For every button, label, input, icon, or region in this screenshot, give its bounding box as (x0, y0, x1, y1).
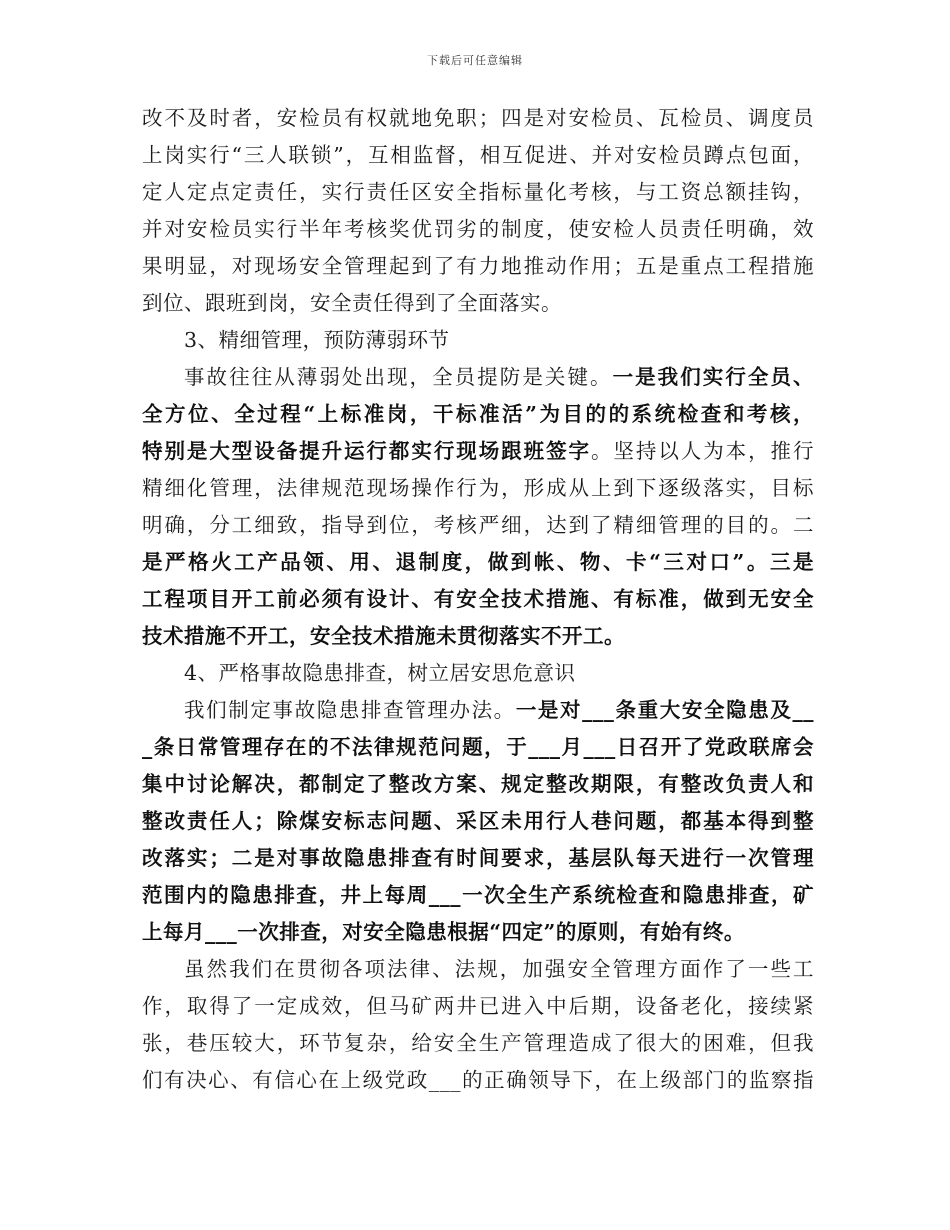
paragraph-line: 改落实；二是对事故隐患排查有时间要求，基层队每天进行一次管理 (142, 846, 814, 870)
paragraph-line: 明确，分工细致，指导到位，考核严细，达到了精细管理的目的。二 (142, 513, 814, 537)
paragraph-line: 是严格火工产品领、用、退制度，做到帐、物、卡“三对口”。三是 (142, 550, 814, 574)
paragraph-line (142, 359, 814, 396)
paragraph-line: 果明显，对现场安全管理起到了有力地推动作用；五是重点工程措施 (142, 254, 814, 278)
paragraph-line: 张，巷压较大，环节复杂，给安全生产管理造成了很大的困难，但我 (142, 1031, 814, 1055)
text-run: 我们制定事故隐患排查管理办法。 (184, 698, 516, 722)
paragraph-line: 们有决心、有信心在上级党政___的正确领导下，在上级部门的监察指 (142, 1068, 814, 1092)
document-body (142, 100, 814, 1099)
paragraph-line: 全方位、全过程“上标准岗，干标准活”为目的的系统检查和考核， (142, 402, 814, 426)
paragraph-line: 范围内的隐患排查，井上每周___一次全生产系统检查和隐患排查，矿 (142, 883, 814, 907)
section-heading-4: 4、严格事故隐患排查，树立居安思危意识 (184, 661, 576, 685)
paragraph-line: 到位、跟班到岗，安全责任得到了全面落实。 (142, 291, 562, 315)
paragraph-line: 工程项目开工前必须有设计、有安全技术措施、有标准，做到无安全 (142, 587, 814, 611)
paragraph-line: 整改责任人；除煤安标志问题、采区未用行人巷问题，都基本得到整 (142, 809, 814, 833)
paragraph-line: 技术措施不开工，安全技术措施未贯彻落实不开工。 (142, 624, 625, 648)
paragraph-line: 精细化管理，法律规范现场操作行为，形成从上到下逐级落实，目标 (142, 476, 814, 500)
paragraph-line (142, 433, 814, 470)
paragraph-line: _条日常管理存在的不法律规范问题，于___月___日召开了党政联席会 (142, 735, 814, 759)
paragraph-line: 集中讨论解决，都制定了整改方案、规定整改期限，有整改负责人和 (142, 772, 814, 796)
paragraph-line: 作，取得了一定成效，但马矿两井已进入中后期，设备老化，接续紧 (142, 994, 814, 1018)
paragraph-line: 上岗实行“三人联锁”，互相监督，相互促进、并对安检员蹲点包面， (142, 143, 814, 167)
paragraph-line: 定人定点定责任，实行责任区安全指标量化考核，与工资总额挂钩， (142, 180, 814, 204)
text-run: 。坚持以人为本，推行 (590, 439, 815, 463)
paragraph-line: 并对安检员实行半年考核奖优罚劣的制度，使安检人员责任明确，效 (142, 217, 814, 241)
text-run: 事故往往从薄弱处出现，全员提防是关键。 (184, 365, 613, 389)
section-heading-3: 3、精细管理，预防薄弱环节 (184, 328, 450, 352)
paragraph-line (142, 692, 814, 729)
bold-text-run: 一是对___条重大安全隐患及__ (515, 698, 815, 722)
paragraph-line: 改不及时者，安检员有权就地免职；四是对安检员、瓦检员、调度员 (142, 106, 814, 130)
bold-text-run: 一是我们实行全员、 (612, 365, 815, 389)
page-header: 下载后可任意编辑 (427, 54, 523, 67)
bold-text-run: 特别是大型设备提升运行都实行现场跟班签字 (142, 439, 591, 463)
paragraph-line: 虽然我们在贯彻各项法律、法规，加强安全管理方面作了一些工 (184, 957, 814, 981)
paragraph-line: 上每月___一次排查，对安全隐患根据“四定”的原则，有始有终。 (142, 920, 745, 944)
